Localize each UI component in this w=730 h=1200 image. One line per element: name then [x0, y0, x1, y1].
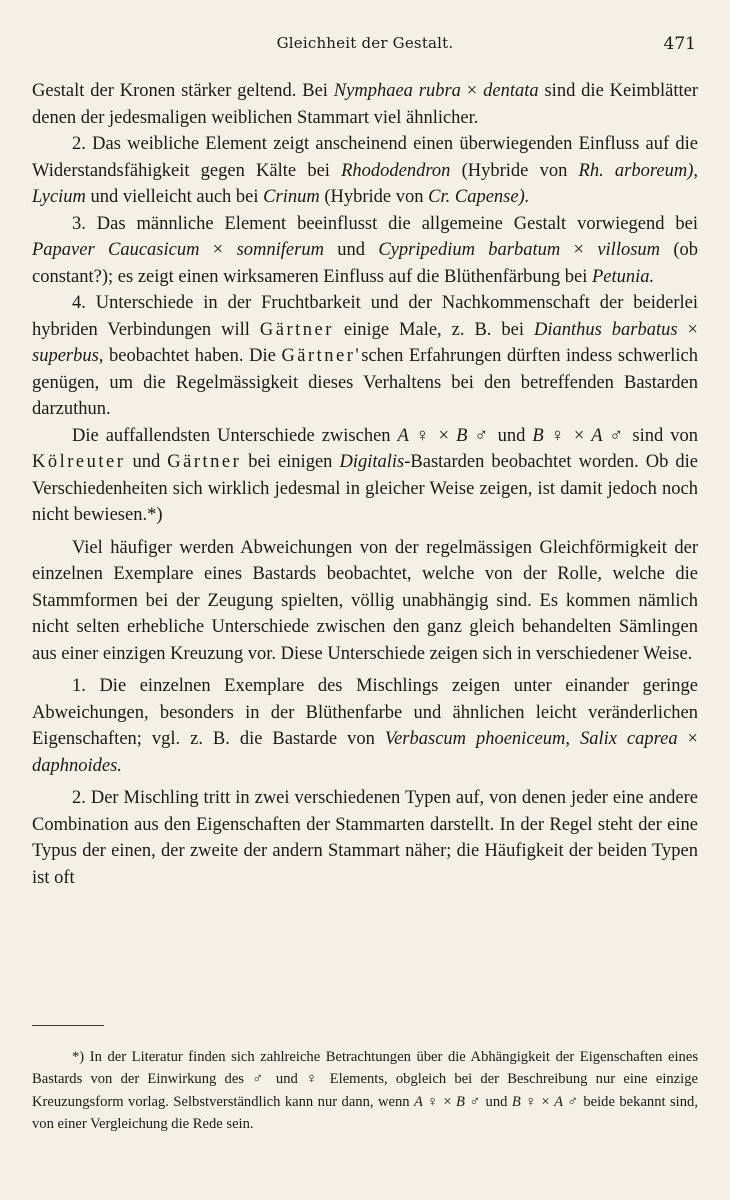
text-run: und vielleicht auch bei	[85, 187, 264, 207]
cross-sign: ×	[460, 81, 484, 101]
running-head	[0, 34, 730, 58]
species-name: daphnoides.	[32, 755, 122, 776]
paragraph-item-2	[32, 131, 698, 211]
cross-formula: B ♀	[511, 1093, 537, 1110]
paragraph-item-4	[32, 290, 698, 423]
text-run: beide bekannt sind, von einer Vergleichung die Rede sein.	[32, 1093, 698, 1133]
cross-sign: ×	[536, 1093, 555, 1110]
text-run: bei einigen	[241, 452, 340, 472]
species-name: Dianthus barbatus	[533, 319, 678, 340]
author-name: Gärtner	[167, 452, 242, 472]
cross-sign: ×	[199, 240, 237, 260]
species-name: dentata	[483, 81, 539, 101]
species-name: Digitalis	[339, 452, 405, 472]
author-name: Gärtner'	[281, 346, 362, 366]
footnote	[32, 1046, 698, 1136]
paragraph-item-2b: 2. Der Mischling tritt in zwei verschiedenen Typen auf, von denen jeder eine andere Combination aus den Eigenschaften der Stammarten darstellt. In der Regel steht der eine Typus der einen, der zweite der andern Stammart näher; die Häufigkeit der beiden Typen ist oft	[32, 788, 698, 888]
text-run: und	[323, 240, 379, 260]
text-run: (Hybride von	[319, 187, 429, 207]
cross-formula: B ♂	[456, 425, 491, 446]
text-run: 2. Das weibliche Element zeigt anscheinend einen überwiegenden Einfluss auf die Widerstandsfähigkeit gegen Kälte bei	[32, 134, 698, 181]
species-name: Cr. Capense).	[428, 187, 530, 207]
species-name: villosum	[597, 240, 661, 260]
text-run: Die auffallendsten Unterschiede zwischen	[72, 425, 398, 446]
cross-sign: ×	[677, 319, 698, 340]
species-name: somniferum	[236, 240, 324, 260]
species-name: Crinum	[263, 187, 320, 207]
paragraph-item-1	[32, 673, 698, 779]
text-run: sind die Keimblätter denen der jedesmaligen weiblichen Stammart viel ähnlicher.	[32, 81, 698, 128]
text-run: Gestalt der Kronen stärker geltend. Bei	[32, 81, 334, 101]
cross-formula: B ♀	[532, 425, 567, 446]
cross-formula: B ♂	[455, 1093, 482, 1110]
species-name: superbus,	[32, 346, 104, 366]
species-name: Petunia.	[591, 266, 655, 287]
species-name: Verbascum phoeniceum, Salix caprea	[384, 729, 678, 749]
cross-sign: ×	[560, 240, 598, 260]
species-name: Rh. arboreum), Lycium	[32, 160, 698, 207]
paragraph-variation: Viel häufiger werden Abweichungen von der regelmässigen Gleichförmigkeit der einzelnen Exemplare eines Bastards beobachtet, welche von der Rolle, welche die Stammformen bei der Zeugung spielten, völlig unabhängig sind. Es kommen nämlich nicht selten erhebliche Unterschiede zwischen den ganz gleich behandelten Sämlingen aus einer einzigen Kreuzung vor. Diese Unterschiede zeigen sich in verschiedener Weise.	[32, 537, 698, 664]
footnote-divider	[32, 1025, 104, 1026]
species-name: Papaver Caucasicum	[32, 240, 200, 260]
cross-sign: ×	[566, 425, 592, 446]
text-run: sind von	[625, 425, 699, 446]
text-run: 3. Das männliche Element beeinflusst die allgemeine Gestalt vorwiegend bei	[72, 213, 698, 234]
author-name: Gärtner	[259, 319, 334, 340]
page-number: 471	[663, 34, 696, 54]
author-name: Kölreuter	[32, 452, 126, 472]
species-name: Rhododendron	[341, 160, 451, 181]
cross-sign: ×	[677, 729, 698, 749]
text-run: *) In der Literatur finden sich zahlreiche Betrachtungen über die Abhängigkeit der Eigenschaften eines Bastards von der Einwirkung des ♂ und ♀ Elements, obgleich bei der Beschreibung nur eine einzige Kreuzungsform vorlag. Selbstverständlich kann nur dann, wenn	[32, 1049, 698, 1110]
paragraph-continuation	[32, 78, 698, 131]
cross-sign: ×	[431, 425, 457, 446]
footnote-text	[32, 1046, 698, 1136]
text-run: (ob constant?); es zeigt einen wirksameren Einfluss auf die Blüthenfärbung bei	[32, 240, 699, 287]
text-run: 4. Unterschiede in der Fruchtbarkeit und der Nachkommenschaft der beiderlei hybriden Verbindungen will	[32, 293, 698, 340]
paragraph-reciprocal-crosses	[32, 423, 698, 529]
species-name: Nymphaea rubra	[333, 81, 461, 101]
text-run: und	[490, 425, 533, 446]
text-run: einige Male, z. B. bei	[333, 319, 534, 340]
text-run: 1. Die einzelnen Exemplare des Mischlings zeigen unter einander geringe Abweichungen, besonders in der Blüthenfarbe und ähnlichen leicht veränderlichen Eigenschaften; vgl. z. B. die Bastarde von	[32, 676, 698, 749]
text-run: und	[125, 452, 168, 472]
cross-formula: A ♀	[414, 1093, 439, 1110]
main-text	[32, 78, 698, 891]
text-run: (Hybride von	[450, 160, 579, 181]
text-run: und	[481, 1093, 512, 1110]
cross-formula: A ♀	[397, 425, 432, 446]
cross-sign: ×	[438, 1093, 456, 1110]
text-run: schen Erfahrungen dürften indess schwerlich genügen, um die Regelmässigkeit dieses Verhaltens bei den betreffenden Bastarden darzuthun.	[32, 346, 698, 419]
running-head-title: Gleichheit der Gestalt.	[276, 34, 454, 52]
paragraph-item-3	[32, 211, 698, 291]
text-run: -Bastarden beobachtet worden. Ob die Verschiedenheiten sich wirklich jedesmal in gleicher Weise zeigen, ist damit jedoch noch nicht bewiesen.*)	[32, 452, 699, 525]
cross-formula: A ♂	[554, 1093, 579, 1110]
cross-formula: A ♂	[591, 425, 626, 446]
species-name: Cypripedium barbatum	[378, 240, 561, 260]
text-run: beobachtet haben. Die	[103, 346, 282, 366]
